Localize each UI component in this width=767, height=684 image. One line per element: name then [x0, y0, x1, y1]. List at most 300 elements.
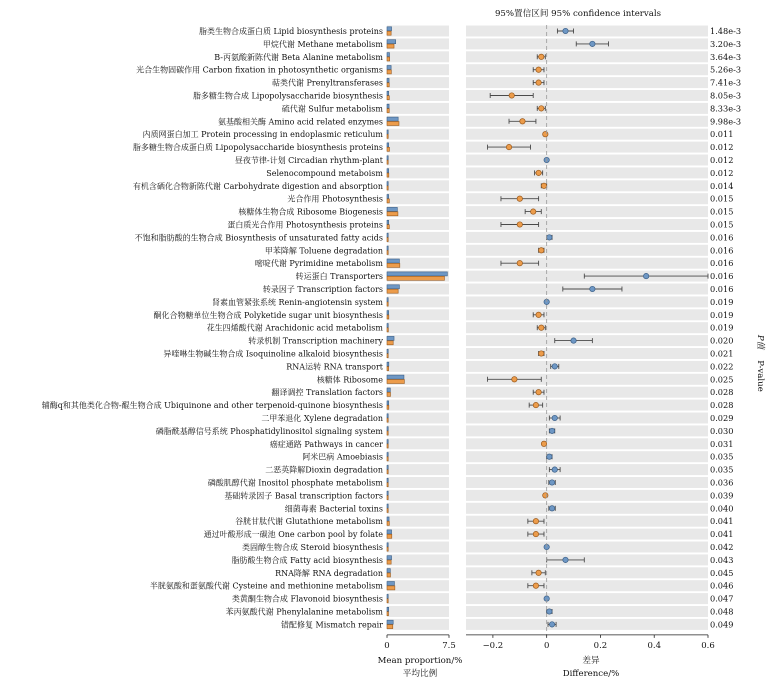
bar-group-b	[387, 521, 389, 525]
difference-point	[536, 312, 541, 317]
p-value: 0.016	[710, 271, 734, 282]
p-value: 0.012	[710, 155, 734, 165]
bar-group-a	[387, 620, 393, 624]
difference-point	[552, 364, 557, 369]
p-value: 0.049	[710, 619, 734, 630]
p-value: 0.016	[710, 258, 734, 269]
row-label: 磷脂酰基醇信号系统 Phosphatidylinositol signaling system	[155, 426, 383, 436]
bar-group-b	[387, 483, 388, 487]
bar-group-a	[387, 530, 392, 534]
row-band-left	[387, 180, 449, 191]
difference-point	[512, 377, 517, 382]
bar-group-b	[387, 315, 389, 319]
bar-group-b	[387, 57, 390, 61]
row-band-left	[387, 167, 449, 178]
difference-point	[590, 286, 595, 291]
row-band-left	[387, 193, 449, 204]
row-label: Selenocompound metaboism	[266, 168, 383, 178]
bar-group-b	[387, 328, 388, 332]
row-band-left	[387, 77, 449, 88]
difference-point	[520, 119, 525, 124]
bar-group-a	[387, 285, 399, 289]
row-label: 苯丙氨酸代谢 Phenylalanine metabolism	[225, 607, 383, 617]
bar-group-b	[387, 547, 388, 551]
bar-group-b	[387, 586, 395, 590]
p-value: 0.019	[710, 296, 734, 307]
row-band-right	[466, 425, 708, 436]
right-tick-label: 0.6	[701, 640, 715, 651]
row-band-left	[387, 400, 449, 411]
bar-group-a	[387, 324, 388, 328]
p-value: 0.020	[710, 335, 734, 346]
p-value: 0.012	[710, 167, 734, 178]
row-label: 癌症通路 Pathways in cancer	[269, 439, 383, 449]
row-label: 光合作用 Photosynthesis	[287, 194, 383, 204]
row-label: 萜类代谢 Prenyltransferases	[271, 78, 383, 88]
bar-group-b	[387, 263, 400, 267]
bar-group-b	[387, 276, 444, 280]
row-label: 异喹啉生物碱生物合成 Isoquinoline alkaloid biosynthesis	[163, 349, 383, 359]
row-band-right	[466, 64, 708, 75]
right-tick-label: 0.2	[593, 640, 608, 651]
p-value: 0.031	[710, 438, 734, 449]
p-value: 9.98e-3	[710, 116, 742, 127]
right-xlabel-en: Difference/%	[562, 669, 620, 679]
bar-group-b	[387, 392, 390, 396]
bar-group-b	[387, 199, 389, 203]
bar-group-b	[387, 496, 388, 500]
bar-group-a	[387, 246, 388, 250]
bar-group-b	[387, 251, 388, 255]
row-band-right	[466, 593, 708, 604]
bar-group-a	[387, 556, 392, 560]
difference-point	[533, 583, 538, 588]
difference-point	[539, 106, 544, 111]
bar-group-b	[387, 612, 388, 616]
row-label: 错配修复 Mismatch repair	[281, 620, 383, 630]
bar-group-b	[387, 341, 393, 345]
row-band-right	[466, 296, 708, 307]
difference-point	[547, 235, 552, 240]
p-value: 0.019	[710, 309, 734, 320]
bar-group-a	[387, 414, 388, 418]
p-value: 0.012	[710, 142, 734, 153]
bar-group-b	[387, 405, 389, 409]
bar-group-b	[387, 160, 388, 164]
row-band-right	[466, 387, 708, 398]
p-value: 0.041	[710, 529, 734, 540]
row-band-left	[387, 490, 449, 501]
row-band-right	[466, 619, 708, 630]
p-value: 0.047	[710, 593, 734, 604]
row-band-left	[387, 387, 449, 398]
difference-point	[541, 183, 546, 188]
bar-group-a	[387, 440, 388, 444]
row-band-left	[387, 64, 449, 75]
row-band-right	[466, 26, 708, 37]
row-label: 有机含硒化合物新陈代谢 Carbohydrate digestion and absorption	[132, 181, 383, 191]
p-value: 0.011	[710, 129, 734, 140]
row-band-left	[387, 464, 449, 475]
difference-point	[536, 570, 541, 575]
bar-group-a	[387, 336, 394, 340]
bar-group-a	[387, 259, 399, 263]
row-band-right	[466, 400, 708, 411]
bar-group-a	[387, 298, 388, 302]
p-value: 0.014	[710, 180, 734, 191]
bar-group-a	[387, 272, 447, 276]
row-band-right	[466, 542, 708, 553]
row-band-left	[387, 567, 449, 578]
row-band-right	[466, 361, 708, 372]
bar-group-a	[387, 478, 388, 482]
difference-point	[509, 93, 514, 98]
row-band-right	[466, 413, 708, 424]
bar-group-a	[387, 349, 388, 353]
p-value: 1.48e-3	[710, 26, 742, 36]
p-value: 0.016	[710, 232, 734, 243]
row-label: 转运蛋白 Transporters	[295, 272, 383, 282]
row-band-left	[387, 516, 449, 527]
difference-point	[536, 67, 541, 72]
p-value: 0.019	[710, 322, 734, 333]
row-band-right	[466, 451, 708, 462]
bar-group-b	[387, 560, 391, 564]
row-band-left	[387, 606, 449, 617]
row-label: 不饱和脂肪酸的生物合成 Biosynthesis of unsaturated fatty acids	[134, 233, 383, 243]
bar-group-a	[387, 220, 389, 224]
difference-point	[536, 80, 541, 85]
bar-group-a	[387, 182, 388, 186]
p-value: 0.040	[710, 503, 734, 514]
p-value: 0.039	[710, 490, 734, 501]
row-band-right	[466, 309, 708, 320]
bar-group-a	[387, 130, 388, 134]
row-label: 转录因子 Transcription factors	[262, 285, 383, 294]
bar-group-a	[387, 169, 389, 173]
row-label: 核糖体 Ribosome	[316, 375, 383, 385]
row-band-left	[387, 477, 449, 488]
bar-group-a	[387, 143, 389, 147]
left-tick-label: 0	[384, 640, 390, 651]
bar-group-a	[387, 66, 391, 70]
difference-point	[539, 248, 544, 253]
row-band-left	[387, 296, 449, 307]
difference-point	[517, 196, 522, 201]
p-value: 0.016	[710, 284, 734, 294]
difference-point	[549, 480, 554, 485]
bar-group-a	[387, 311, 389, 315]
bar-group-a	[387, 543, 388, 547]
difference-point	[552, 415, 557, 420]
row-label: 辅酶q和其他类化合物-醌生物合成 Ubiquinone and other terpenoid-quinone biosynthesis	[41, 401, 383, 411]
difference-point	[541, 441, 546, 446]
row-band-left	[387, 322, 449, 333]
row-label: 谷胱甘肽代谢 Glutathione metabolism	[235, 517, 383, 527]
p-value: 0.015	[710, 193, 734, 204]
row-band-right	[466, 103, 708, 114]
difference-point	[643, 273, 648, 278]
row-band-left	[387, 142, 449, 153]
row-band-left	[387, 529, 449, 540]
right-tick-label: −0.2	[482, 640, 504, 651]
bar-group-b	[387, 444, 388, 448]
bar-group-b	[387, 380, 404, 384]
difference-point	[533, 519, 538, 524]
bar-group-a	[387, 195, 389, 199]
bar-group-a	[387, 233, 388, 237]
bar-group-b	[387, 599, 388, 603]
row-label: 光合生物固碳作用 Carbon fixation in photosynthetic organisms	[136, 65, 383, 75]
row-band-right	[466, 348, 708, 359]
p-value: 0.046	[710, 580, 734, 591]
row-label: 二甲苯退化 Xylene degradation	[261, 414, 383, 423]
bar-group-b	[387, 431, 388, 435]
p-value: 0.028	[710, 387, 734, 398]
right-tick-label: 0	[543, 640, 550, 651]
bar-group-b	[387, 44, 394, 48]
p-value: 0.042	[710, 542, 734, 552]
difference-point	[590, 41, 595, 46]
row-band-right	[466, 606, 708, 617]
p-value: 5.26e-3	[710, 64, 742, 75]
p-value: 0.036	[710, 477, 734, 488]
difference-point	[533, 531, 538, 536]
row-band-left	[387, 155, 449, 166]
bar-group-b	[387, 122, 399, 126]
row-band-left	[387, 554, 449, 565]
difference-point	[547, 454, 552, 459]
bar-group-a	[387, 40, 396, 44]
row-label: 甲烷代谢 Methane metabolism	[262, 39, 383, 49]
row-band-left	[387, 619, 449, 630]
row-label: 磷酸肌醇代谢 Inositol phosphate metabolism	[207, 478, 383, 488]
p-value: 0.043	[710, 554, 734, 565]
bar-group-b	[387, 509, 388, 513]
difference-point	[536, 170, 541, 175]
left-tick-label: 7.5	[442, 640, 456, 651]
p-value: 8.05e-3	[710, 90, 742, 101]
difference-point	[531, 209, 536, 214]
bar-group-a	[387, 78, 389, 82]
row-label: 氨基酸相关酶 Amino acid related enzymes	[218, 117, 383, 127]
row-band-right	[466, 155, 708, 166]
row-band-left	[387, 26, 449, 37]
bar-group-a	[387, 453, 388, 457]
bar-group-a	[387, 607, 389, 611]
difference-point	[536, 390, 541, 395]
bar-group-a	[387, 27, 392, 31]
bar-group-a	[387, 156, 388, 160]
row-label: 花生四烯酸代谢 Arachidonic acid metabolism	[206, 323, 383, 333]
p-value: 0.016	[710, 245, 734, 256]
p-value: 3.64e-3	[710, 51, 742, 62]
row-bands	[387, 26, 708, 630]
difference-point	[543, 132, 548, 137]
row-label: 核糖体生物合成 Ribosome Biogenesis	[238, 207, 383, 217]
right-tick-label: 0.4	[647, 640, 661, 651]
row-band-left	[387, 425, 449, 436]
p-value: 0.029	[710, 413, 734, 423]
left-xlabel-cn: 平均比例	[402, 669, 438, 679]
bar-group-b	[387, 457, 388, 461]
bar-group-a	[387, 207, 397, 211]
difference-point	[563, 557, 568, 562]
difference-point	[563, 28, 568, 33]
bar-group-b	[387, 354, 388, 358]
bar-group-b	[387, 83, 389, 87]
difference-point	[547, 609, 552, 614]
row-label: 脂肪酸生物合成 Fatty acid biosynthesis	[231, 555, 383, 565]
difference-point	[552, 467, 557, 472]
row-band-right	[466, 232, 708, 243]
bar-group-b	[387, 367, 389, 371]
p-value: 0.048	[710, 606, 734, 617]
row-band-left	[387, 309, 449, 320]
difference-point	[517, 261, 522, 266]
pvalue-axis-label: P值	[755, 334, 765, 350]
row-band-left	[387, 335, 449, 346]
bar-group-a	[387, 375, 404, 379]
row-band-left	[387, 245, 449, 256]
bar-group-b	[387, 173, 389, 177]
p-values	[710, 26, 741, 629]
difference-point	[533, 402, 538, 407]
row-label: 蛋白质光合作用 Photosynthesis proteins	[227, 220, 383, 230]
row-label: B-丙氨酸新陈代谢 Beta Alanine metabolism	[214, 52, 383, 62]
difference-point	[539, 325, 544, 330]
row-band-left	[387, 593, 449, 604]
row-labels	[42, 26, 384, 629]
p-value: 0.035	[710, 464, 734, 475]
row-band-right	[466, 245, 708, 256]
bar-group-b	[387, 625, 393, 629]
row-band-right	[466, 167, 708, 178]
row-band-right	[466, 180, 708, 191]
row-band-right	[466, 116, 708, 127]
row-label: 脂多糖生物合成蛋白质 Lipopolysaccharide biosynthesis proteins	[132, 143, 383, 153]
bar-group-a	[387, 582, 394, 586]
difference-point	[549, 622, 554, 627]
bar-group-a	[387, 362, 389, 366]
row-band-right	[466, 477, 708, 488]
difference-point	[539, 54, 544, 59]
pvalue-axis-label-en: P-value	[755, 360, 765, 392]
bar-group-b	[387, 238, 388, 242]
row-label: 转录机制 Transcription machinery	[248, 336, 383, 346]
row-band-right	[466, 567, 708, 578]
difference-point	[549, 506, 554, 511]
row-label: 翻译调控 Translation factors	[271, 388, 383, 398]
row-band-right	[466, 206, 708, 217]
row-label: 类固醇生物合成 Steroid biosynthesis	[242, 543, 383, 552]
bar-group-b	[387, 70, 391, 74]
row-label: 硫代谢 Sulfur metabolism	[281, 104, 383, 114]
row-band-right	[466, 516, 708, 527]
p-value: 0.045	[710, 567, 734, 578]
row-band-left	[387, 580, 449, 591]
p-value: 0.030	[710, 425, 734, 436]
row-band-right	[466, 490, 708, 501]
row-label: 类黄酮生物合成 Flavonoid biosynthesis	[231, 594, 383, 604]
p-value: 0.035	[710, 451, 734, 462]
difference-point	[571, 338, 576, 343]
row-band-right	[466, 322, 708, 333]
p-value: 0.021	[710, 348, 734, 359]
chart-title: 95%置信区间 95% confidence intervals	[494, 9, 662, 19]
bar-group-b	[387, 109, 389, 113]
row-label: RNA运转 RNA transport	[286, 362, 383, 372]
bar-group-a	[387, 117, 398, 121]
row-label: 昼夜节律-计划 Circadian rhythm-plant	[234, 156, 383, 165]
bar-group-b	[387, 134, 388, 138]
bar-group-b	[387, 96, 389, 100]
bar-group-a	[387, 491, 388, 495]
p-value: 7.41e-3	[710, 77, 742, 88]
p-value: 0.028	[710, 400, 734, 411]
bar-group-a	[387, 465, 388, 469]
difference-point	[543, 493, 548, 498]
bar-group-a	[387, 569, 390, 573]
p-value: 3.20e-3	[710, 38, 742, 49]
bar-group-a	[387, 104, 389, 108]
bar-group-b	[387, 186, 388, 190]
bar-group-a	[387, 504, 388, 508]
row-band-left	[387, 503, 449, 514]
row-band-left	[387, 232, 449, 243]
row-label: 通过叶酸形成一碳池 One carbon pool by folate	[203, 530, 383, 540]
difference-point	[549, 428, 554, 433]
bar-group-a	[387, 53, 389, 57]
row-band-right	[466, 129, 708, 140]
row-band-right	[466, 529, 708, 540]
row-label: 甲苯降解 Toluene degradation	[264, 246, 383, 256]
row-label: 基础转录因子 Basal transcription factors	[224, 491, 383, 501]
bar-group-b	[387, 289, 398, 293]
row-band-left	[387, 348, 449, 359]
bar-group-b	[387, 573, 390, 577]
p-value: 0.015	[710, 219, 734, 230]
p-value: 8.33e-3	[710, 103, 742, 114]
bar-group-a	[387, 91, 389, 95]
row-band-left	[387, 438, 449, 449]
row-band-right	[466, 438, 708, 449]
row-band-left	[387, 219, 449, 230]
bar-group-b	[387, 31, 391, 35]
row-band-right	[466, 580, 708, 591]
bar-group-b	[387, 147, 389, 151]
row-band-right	[466, 464, 708, 475]
row-label: 二恶英降解Dioxin degradation	[265, 465, 383, 475]
row-label: 嘧啶代谢 Pyrimidine metabolism	[254, 259, 383, 269]
p-value: 0.025	[710, 374, 734, 385]
row-band-left	[387, 103, 449, 114]
row-label: 肾素血管紧张系统 Renin-angiotensin system	[211, 297, 383, 307]
row-band-right	[466, 554, 708, 565]
p-value: 0.041	[710, 516, 734, 527]
right-xlabel-cn: 差异	[582, 656, 600, 666]
bar-group-b	[387, 302, 388, 306]
row-label: 阿米巴病 Amoebiasis	[302, 452, 383, 462]
row-band-left	[387, 361, 449, 372]
bar-group-b	[387, 534, 392, 538]
bar-group-a	[387, 517, 389, 521]
row-band-left	[387, 51, 449, 62]
row-label: 脂类生物合成蛋白质 Lipid biosynthesis proteins	[199, 27, 383, 36]
row-label: 酮化合物糖单位生物合成 Polyketide sugar unit biosynthesis	[153, 310, 383, 320]
difference-point	[517, 222, 522, 227]
row-band-right	[466, 77, 708, 88]
